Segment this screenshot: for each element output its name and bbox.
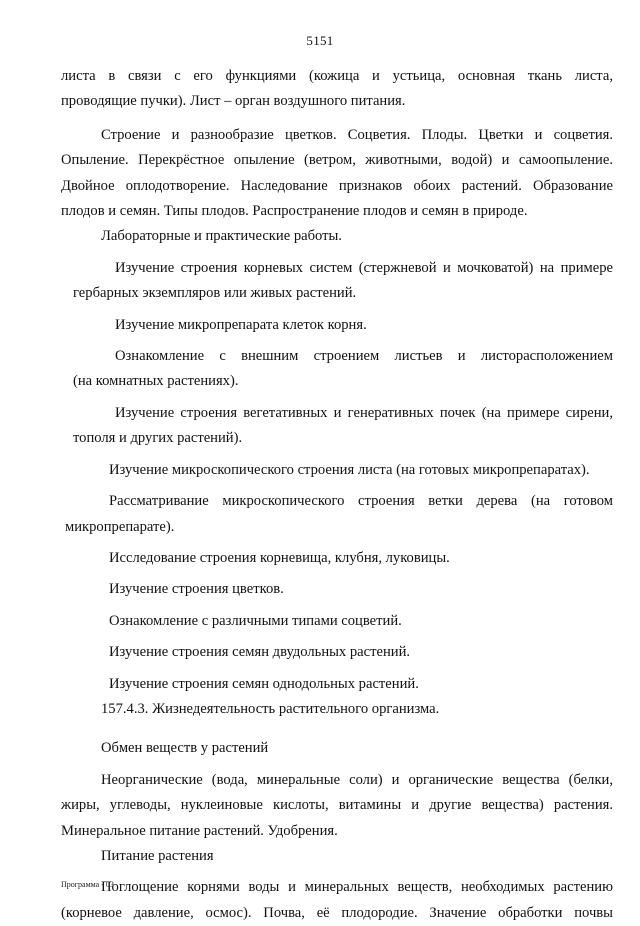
lab-works-heading: Лабораторные и практические работы. [101,228,342,245]
lab-item-inflorescences: Ознакомление с различными типами соцветий. [109,612,402,629]
paragraph-flowers [61,123,613,225]
lab-item-leaves [61,344,613,395]
text-line: Опыление. Перекрёстное опыление (ветром, животными, водой) и самоопыление. [61,152,613,169]
text-line: Изучение строения вегетативных и генеративных почек (на примере сирени, [115,404,613,421]
lab-item-flowers: Изучение строения цветков. [109,581,284,598]
text-line: плодов и семян. Типы плодов. Распространение плодов и семян в природе. [61,203,528,220]
text-line: Рассматривание микроскопического строения ветки дерева (на готовом [109,493,613,510]
lab-item-root-cells: Изучение микропрепарата клеток корня. [115,316,367,333]
lab-item-root-systems [61,256,613,307]
text-line: Ознакомление с внешним строением листьев и листорасположением [115,348,613,365]
text-line: тополя и других растений). [73,430,243,447]
text-line: жиры, углеводы, нуклеиновые кислоты, витамины и другие вещества) растения. [61,797,613,814]
lab-item-rhizome: Исследование строения корневища, клубня, луковицы. [109,549,450,566]
text-line: листа в связи с его функциями (кожица и устьица, основная ткань листа, [61,68,613,84]
body-text [61,64,613,926]
text-line: микропрепарате). [65,518,175,535]
section-heading: 157.4.3. Жизнедеятельность растительного организма. [101,700,440,717]
text-line: (на комнатных растениях). [73,373,239,390]
paragraph-absorption [61,875,613,926]
lab-item-leaf-microscopy: Изучение микроскопического строения листа (на готовых микропрепаратах). [109,461,590,478]
subsection-metabolism: Обмен веществ у растений [101,740,269,757]
paragraph-substances [61,768,613,844]
text-line: Поглощение корнями воды и минеральных веществ, необходимых растению [101,879,613,896]
lab-item-monocot-seeds: Изучение строения семян однодольных растений. [109,675,419,692]
subsection-nutrition: Питание растения [101,847,214,864]
text-line: (корневое давление, осмос). Почва, её плодородие. Значение обработки почвы [61,904,613,921]
text-line: гербарных экземпляров или живых растений. [73,285,357,302]
lab-item-branch-microscopy [61,489,613,540]
lab-item-buds [61,401,613,452]
lab-item-dicot-seeds: Изучение строения семян двудольных растений. [109,644,411,661]
text-line: проводящие пучки). Лист – орган воздушного питания. [61,93,406,110]
text-line: Двойное оплодотворение. Наследование признаков обоих растений. Образование [61,177,613,194]
footer-label: Программа - 03 [61,880,114,889]
paragraph-leaf-functions [61,64,613,115]
text-line: Минеральное питание растений. Удобрения. [61,822,338,839]
text-line: Неорганические (вода, минеральные соли) и органические вещества (белки, [101,771,613,788]
text-line: Изучение строения корневых систем (стержневой и мочковатой) на примере [115,259,613,276]
text-line: Строение и разнообразие цветков. Соцветия. Плоды. Цветки и соцветия. [101,126,613,143]
page-number: 5151 [306,33,334,48]
